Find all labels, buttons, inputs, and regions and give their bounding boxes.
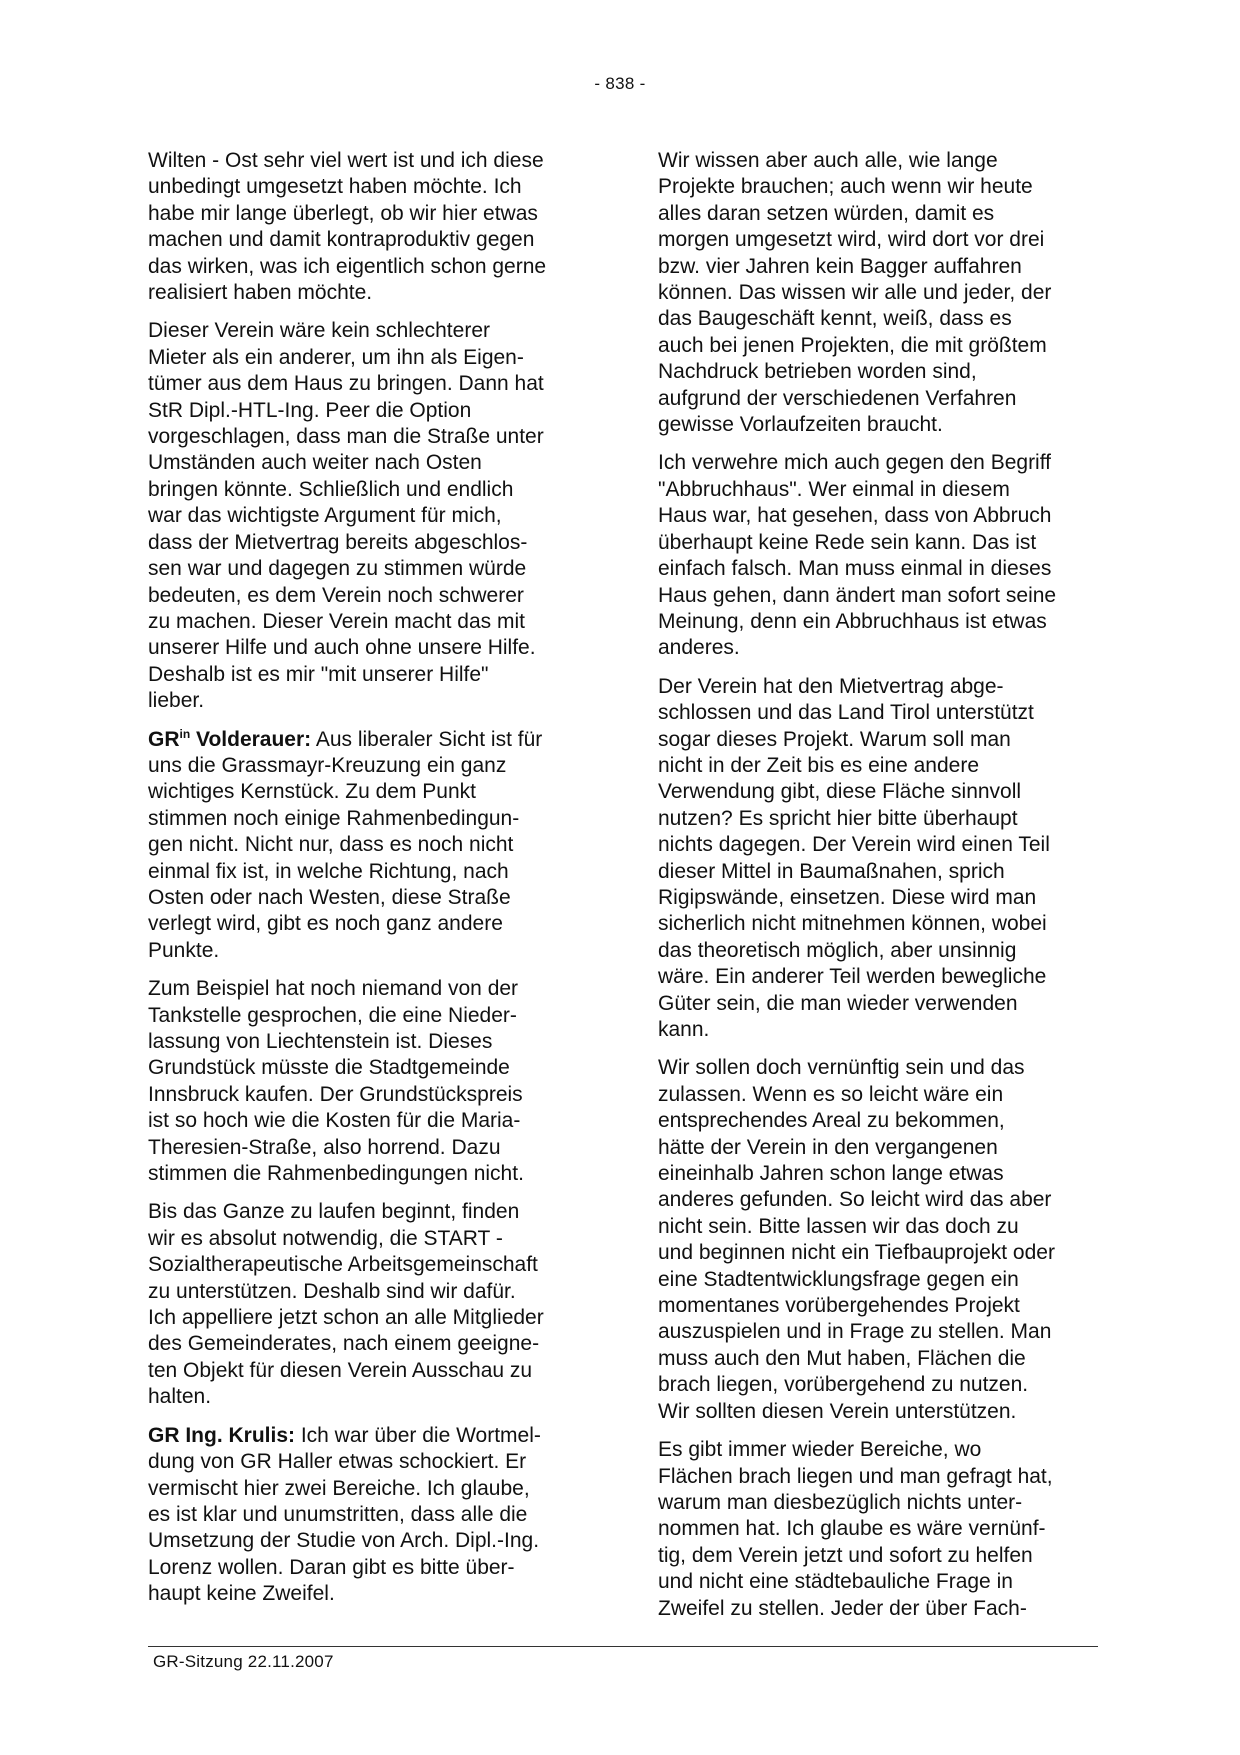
paragraph: Wir sollen doch vernünftig sein und das zulassen. Wenn es so leicht wäre ein entsprechendes Areal zu bekommen, hätte der Verein in den vergangenen eineinhalb Jahren schon lange etwas anderes gefunden. So leicht wird das aber nicht sein. Bitte lassen wir das doch zu und beginnen nicht ein Tiefbauprojekt oder eine Stadtentwicklungsfrage gegen ein momentanes vorübergehendes Projekt auszuspielen und in Frage zu stellen. Man muss auch den Mut haben, Flächen die brach liegen, vorübergehend zu nutzen. Wir sollten diesen Verein unterstützen. [658,1056,1055,1423]
speaker-paragraph-volderauer: $GR^{in}$ Volderauer: Aus liberaler Sicht ist für uns die Grassmayr-Kreuzung ein ganz wichtiges Kernstück. Zu dem Punkt stimmen noch einige Rahmenbedingun- gen nicht. Nicht nur, dass es noch nicht einmal fix ist, in welche Richtung, nach Osten oder nach Westen, diese Straße verlegt wird, gibt es noch ganz andere Punkte. [148,726,543,962]
paragraph: Bis das Ganze zu laufen beginnt, finden wir es absolut notwendig, die START - Sozialtherapeutische Arbeitsgemeinschaft zu unterstützen. Deshalb sind wir dafür. Ich appelliere jetzt schon an alle Mitglieder des Gemeinderates, nach einem geeigne- ten Objekt für diesen Verein Ausschau zu halten. [148,1200,544,1409]
footer-divider [148,1646,1098,1647]
paragraph: Dieser Verein wäre kein schlechterer Mieter als ein anderer, um ihn als Eigen- tümer aus dem Haus zu bringen. Dann hat StR Dipl.-HTL-Ing. Peer die Option vorgeschlagen, dass man die Straße unter Umständen auch weiter nach Osten bringen könnte. Schließlich und endlich war das wichtigste Argument für mich, dass der Mietvertrag bereits abgeschlos- sen war und dagegen zu stimmen würde bedeuten, es dem Verein noch schwerer zu machen. Dieser Verein macht das mit unserer Hilfe und auch ohne unsere Hilfe. Deshalb ist es mir "mit unserer Hilfe" lieber. [148,319,544,713]
footer-session-date: GR-Sitzung 22.11.2007 [153,1652,334,1671]
speaker-paragraph-krulis: GR Ing. Krulis: Ich war über die Wortmel- dung von GR Haller etwas schockiert. Er vermischt hier zwei Bereiche. Ich glaube, es ist klar und unumstritten, dass alle die Umsetzung der Studie von Arch. Dipl.-Ing. Lorenz wollen. Daran gibt es bitte über- haupt keine Zweifel. [148,1423,541,1606]
page-number: - 838 - [594,74,646,93]
paragraph: Der Verein hat den Mietvertrag abge- schlossen und das Land Tirol unterstützt sogar dieses Projekt. Warum soll man nicht in der Zeit bis es eine andere Verwendung gibt, diese Fläche sinnvoll nutzen? Es spricht hier bitte überhaupt nichts dagegen. Der Verein wird einen Teil dieser Mittel in Baumaßnahen, sprich Rigipswände, einsetzen. Diese wird man sicherlich nicht mitnehmen können, wobei das theoretisch möglich, aber unsinnig wäre. Ein anderer Teil werden bewegliche Güter sein, die man wieder verwenden kann. [658,674,1050,1041]
right-column [658,148,1103,1634]
paragraph: Wir wissen aber auch alle, wie lange Projekte brauchen; auch wenn wir heute alles daran setzen würden, damit es morgen umgesetzt wird, wird dort vor drei bzw. vier Jahren kein Bagger auffahren können. Das wissen wir alle und jeder, der das Baugeschäft kennt, weiß, dass es auch bei jenen Projekten, die mit größtem Nachdruck betrieben worden sind, aufgrund der verschiedenen Verfahren gewisse Vorlaufzeiten braucht. [658,149,1052,437]
paragraph: Zum Beispiel hat noch niemand von der Tankstelle gesprochen, die eine Nieder- lassung von Liechtenstein ist. Dieses Grundstück müsste die Stadtgemeinde Innsbruck kaufen. Der Grundstückspreis ist so hoch wie die Kosten für die Maria- Theresien-Straße, also horrend. Dazu stimmen die Rahmenbedingungen nicht. [148,977,524,1186]
speaker-label: GR Ing. Krulis: [148,1423,295,1447]
paragraph: Wilten - Ost sehr viel wert ist und ich diese unbedingt umgesetzt haben möchte. Ich habe mir lange überlegt, ob wir hier etwas machen und damit kontraproduktiv gegen das wirken, was ich eigentlich schon gerne realisiert haben möchte. [148,149,547,305]
left-column [148,148,593,1620]
paragraph: Ich verwehre mich auch gegen den Begriff "Abbruchhaus". Wer einmal in diesem Haus war, hat gesehen, dass von Abbruch überhaupt keine Rede sein kann. Das ist einfach falsch. Man muss einmal in dieses Haus gehen, dann ändert man sofort seine Meinung, denn ein Abbruchhaus ist etwas anderes. [658,451,1057,660]
paragraph: Es gibt immer wieder Bereiche, wo Flächen brach liegen und man gefragt hat, warum man diesbezüglich nichts unter- nommen hat. Ich glaube es wäre vernünf- tig, dem Verein jetzt und sofort zu helfen und nicht eine städtebauliche Frage in Zweifel zu stellen. Jeder der über Fach- [658,1438,1053,1620]
speaker-label: $GR^{in}$ Volderauer: [148,726,312,751]
